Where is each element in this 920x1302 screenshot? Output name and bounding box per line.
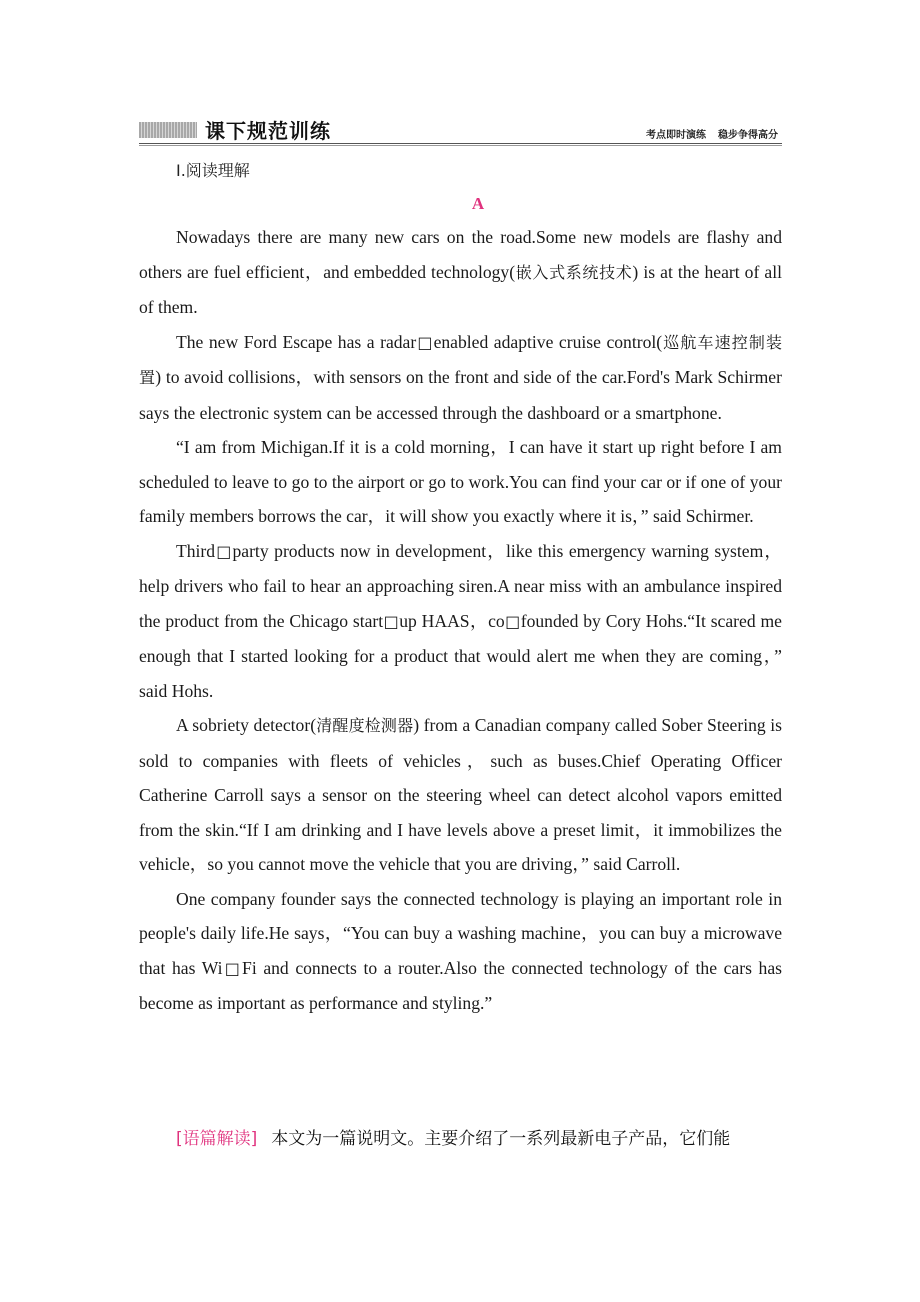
header-divider-thin [139,145,782,146]
header-bar [139,112,782,144]
header-slogan-1: 考点即时演练 [646,130,706,141]
header-slogan-2: 稳步争得高分 [718,130,778,141]
missing-glyph: □ [222,958,243,978]
passage-body [139,220,782,1021]
paragraph-2: The new Ford Escape has a radar□enabled adaptive cruise control(巡航车速控制装置) to avoid collisions，with sensors on the front and side of the car.Ford's Mark Schirmer says the electronic system can be accessed through the dashboard or a smartphone. [139,331,782,423]
header-slogan [646,126,778,141]
analysis-tag: [语篇解读] [176,1129,258,1149]
header-title: 课下规范训练 [205,119,331,143]
section-heading: Ⅰ.阅读理解 [176,161,250,180]
missing-glyph: □ [383,611,400,631]
passage-label: A [471,194,485,213]
missing-glyph: □ [504,611,521,631]
paragraph-1: Nowadays there are many new cars on the road.Some new models are flashy and others are fuel efficient，and embedded technology(嵌入式系统技术) is at the heart of all of them. [139,227,782,317]
paragraph-4: Third□party products now in development，like this emergency warning system，help drivers who fail to hear an approaching siren.A near miss with an ambulance inspired the product from the Chicago start□up HAAS，co□founded by Cory Hohs.“It scared me enough that I started looking for a product that would alert me when they are coming，” said Hohs. [139,540,782,701]
paragraph-6: One company founder says the connected technology is playing an important role in people's daily life.He says，“You can buy a washing machine，you can buy a microwave that has Wi□Fi and connects to a router.Also the connected technology of the cars has become as important as performance and styling.” [139,888,782,1013]
header-divider [139,143,782,144]
header-decoration [139,122,197,138]
passage-analysis [176,1124,782,1149]
paragraph-3: “I am from Michigan.If it is a cold morning，I can have it start up right before I am scheduled to leave to go to the airport or go to work.You can find your car or if one of your family members borrows the car，it will show you exactly where it is，” said Schirmer. [139,437,782,526]
missing-glyph: □ [416,332,434,352]
missing-glyph: □ [215,541,233,561]
analysis-text: 本文为一篇说明文。主要介绍了一系列最新电子产品，它们能 [271,1129,731,1149]
paragraph-5: A sobriety detector(清醒度检测器) from a Canadian company called Sober Steering is sold to companies with fleets of vehicles，such as buses.Chief Operating Officer Catherine Carroll says a sensor on the steering wheel can detect alcohol vapors emitted from the skin.“If I am drinking and I have levels above a preset limit，it immobilizes the vehicle，so you cannot move the vehicle that you are driving，” said Carroll. [139,715,782,874]
